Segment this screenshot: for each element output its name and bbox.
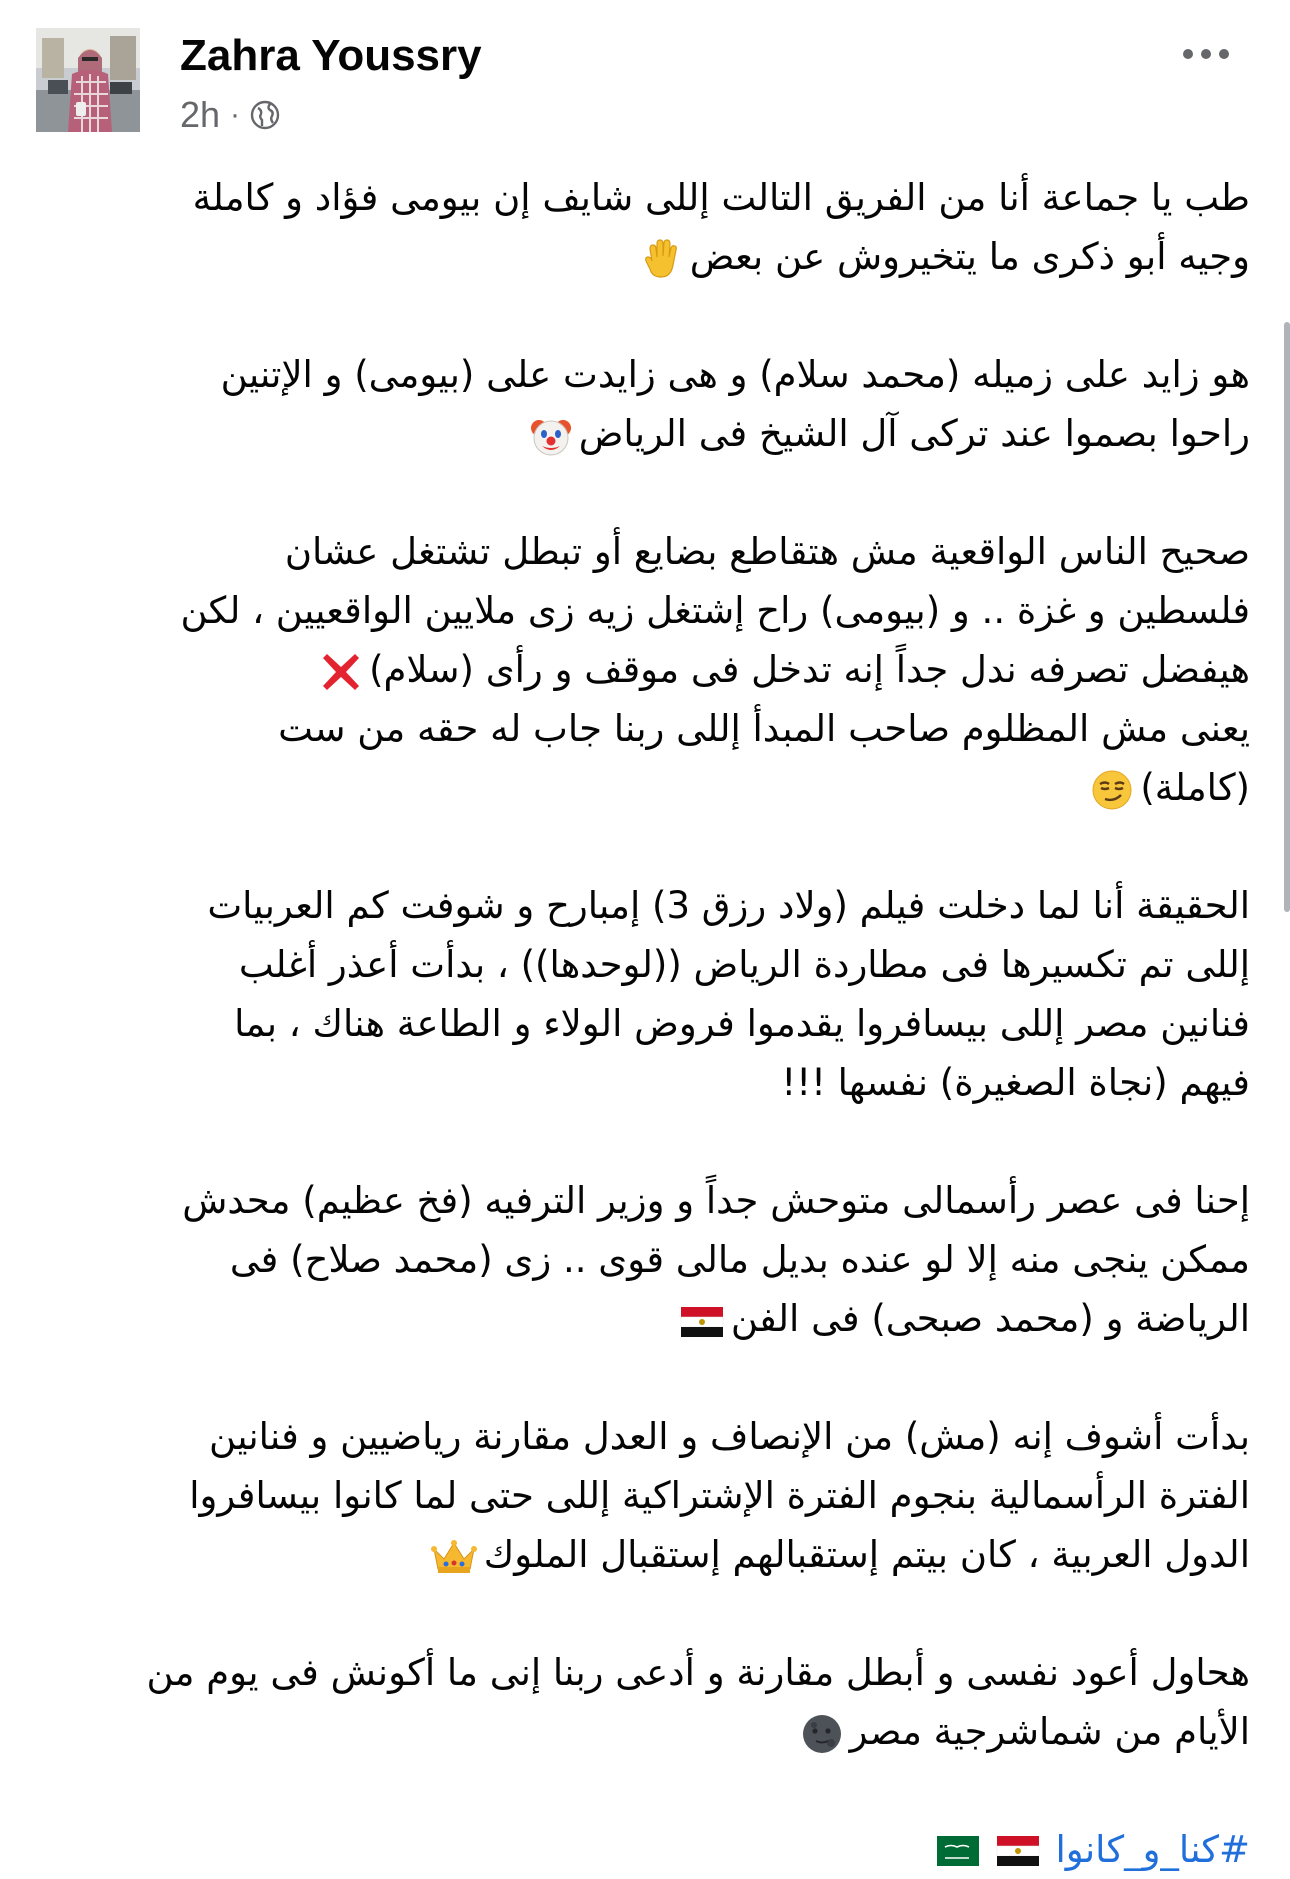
clown-face-emoji — [529, 414, 573, 458]
text-line: الفترة الرأسمالية بنجوم الفترة الإشتراكية إللى حتى لما كانوا بيسافروا — [189, 1474, 1250, 1517]
meta-separator: · — [230, 98, 241, 131]
text-line: فلسطين و غزة .. و (بيومى) راح إشتغل زيه زى ملايين الواقعيين ، لكن — [180, 589, 1250, 632]
text-line: هو زايد على زميله (محمد سلام) و هى زايدت على (بيومى) و الإتنين — [220, 353, 1250, 396]
paragraph-7 — [40, 1643, 1250, 1761]
more-dot — [1183, 49, 1193, 59]
egypt-flag-emoji — [995, 1830, 1041, 1870]
paragraph-6 — [40, 1407, 1250, 1584]
hashtag-line — [40, 1820, 1250, 1879]
text-line: وجيه أبو ذكرى ما يتخيروش عن بعض — [40, 227, 1250, 286]
paragraph-4 — [40, 876, 1250, 1112]
post-meta — [180, 92, 280, 138]
text-line: الأيام من شماشرجية مصر — [40, 1702, 1250, 1761]
post-time[interactable]: 2h — [180, 94, 221, 135]
text-line: فيهم (نجاة الصغيرة) نفسها !!! — [781, 1061, 1250, 1104]
globe-icon[interactable] — [250, 100, 280, 130]
text-line: صحيح الناس الواقعية مش هتقاطع بضايع أو تبطل تشتغل عشان — [284, 530, 1250, 573]
scrollbar[interactable] — [1284, 322, 1290, 912]
text-line: (كاملة) — [40, 758, 1250, 817]
paragraph-1 — [40, 168, 1250, 286]
text-line: يعنى مش المظلوم صاحب المبدأ إللى ربنا جاب له حقه من ست — [278, 707, 1250, 750]
more-dot — [1219, 49, 1229, 59]
cross-mark-emoji — [319, 650, 363, 694]
avatar-photo — [36, 28, 140, 132]
crown-emoji — [430, 1537, 478, 1577]
egypt-flag-emoji — [679, 1301, 725, 1341]
text-line: بدأت أشوف إنه (مش) من الإنصاف و العدل مقارنة رياضيين و فنانين — [209, 1415, 1250, 1458]
more-dot — [1201, 49, 1211, 59]
text-line: إللى تم تكسيرها فى مطاردة الرياض ((لوحدها)) ، بدأت أعذر أغلب — [238, 943, 1250, 986]
paragraph-2 — [40, 345, 1250, 463]
post-body — [40, 168, 1250, 1879]
paragraph-5 — [40, 1171, 1250, 1348]
hashtag-link[interactable]: #كنا_و_كانوا — [1055, 1828, 1250, 1871]
raised-hand-emoji — [640, 237, 684, 281]
author-name[interactable]: Zahra Youssry — [180, 31, 482, 80]
text-line: راحوا بصموا عند تركى آل الشيخ فى الرياض — [40, 404, 1250, 463]
text-line: ممكن ينجى منه إلا لو عنده بديل مالى قوى .. زى (محمد صلاح) فى — [229, 1238, 1250, 1281]
paragraph-3 — [40, 522, 1250, 817]
more-options-icon[interactable] — [1174, 34, 1238, 74]
text-line: هحاول أعود نفسى و أبطل مقارنة و أدعى ربنا إنى ما أكونش فى يوم من — [146, 1651, 1250, 1694]
text-line: فنانين مصر إللى بيسافروا يقدموا فروض الولاء و الطاعة هناك ، بما — [234, 1002, 1250, 1045]
text-line: هيفضل تصرفه ندل جداً إنه تدخل فى موقف و رأى (سلام) — [40, 640, 1250, 699]
text-line: الحقيقة أنا لما دخلت فيلم (ولاد رزق 3) إمبارح و شوفت كم العربيات — [207, 884, 1250, 927]
saudi-flag-emoji — [935, 1830, 981, 1870]
text-line: طب يا جماعة أنا من الفريق التالت إللى شايف إن بيومى فؤاد و كاملة — [192, 176, 1250, 219]
text-line: الرياضة و (محمد صبحى) فى الفن — [40, 1289, 1250, 1348]
smirking-face-emoji — [1090, 768, 1134, 812]
post-header — [0, 0, 1290, 150]
new-moon-face-emoji — [800, 1712, 844, 1756]
text-line: إحنا فى عصر رأسمالى متوحش جداً و وزير الترفيه (فخ عظيم) محدش — [182, 1179, 1250, 1222]
author-avatar[interactable] — [36, 28, 140, 132]
text-line: الدول العربية ، كان بيتم إستقبالهم إستقبال الملوك — [40, 1525, 1250, 1584]
